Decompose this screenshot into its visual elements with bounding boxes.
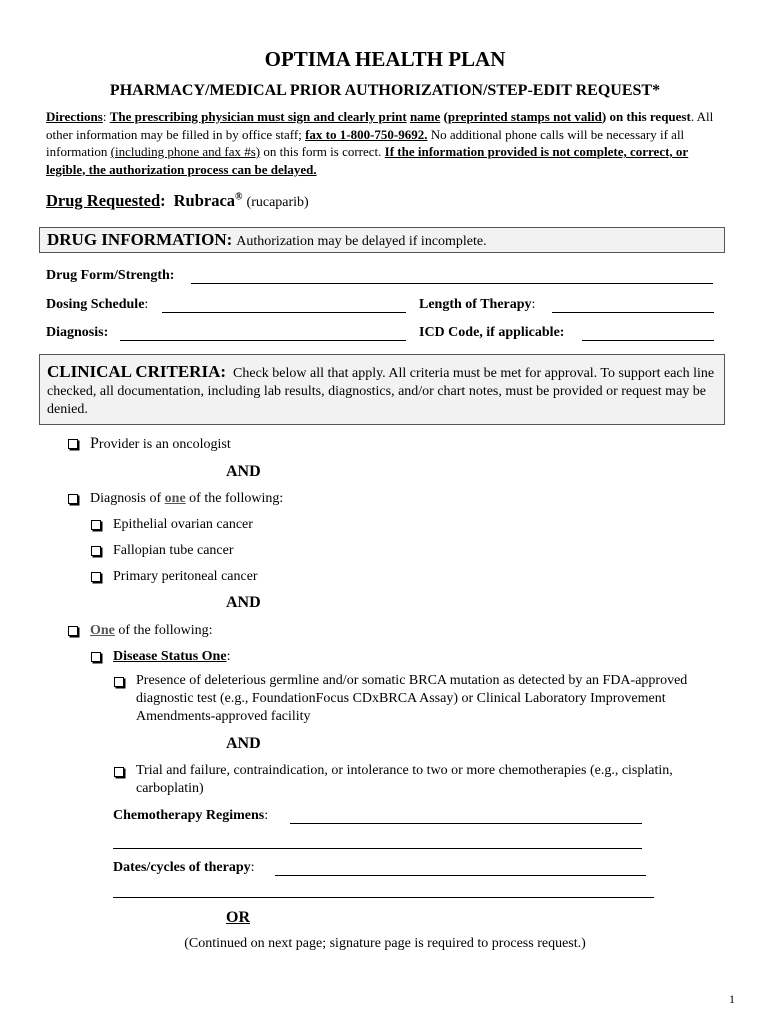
drug-information-section-header [39, 227, 725, 253]
epithelial-ovarian-checkbox[interactable] [91, 520, 101, 530]
form-title: OPTIMA HEALTH PLAN [264, 47, 506, 71]
one-of-following-checkbox[interactable] [68, 626, 78, 636]
diagnosis-checkbox[interactable] [68, 494, 78, 504]
clinical-criteria-text: Check below all that apply. All criteria must be met for approval. To support each line checked, all documentation, including lab results, diagnostics, and/or chart notes, must be provided or request may be denied. [47, 366, 715, 417]
provider-oncologist-checkbox[interactable] [68, 439, 78, 449]
directions-label: Directions [46, 109, 103, 124]
dx-option-fallopian-tube: Fallopian tube cancer [113, 543, 234, 558]
length-of-therapy-label: Length of Therapy: [419, 297, 536, 312]
dosing-schedule-label: Dosing Schedule: [46, 297, 149, 312]
form-strength-label: Drug Form/Strength: [46, 268, 175, 283]
chemo-failure-checkbox[interactable] [114, 767, 124, 777]
length-of-therapy-field[interactable] [552, 312, 714, 313]
brca-mutation-text: Presence of deleterious germline and/or somatic BRCA mutation as detected by an FDA-approved diagnostic test (e.g., FoundationFocus CDxBRCA Assay) or Clinical Laboratory Improvement Amendments-approved facility [136, 673, 688, 724]
disease-status-one-label: Disease Status One: [113, 649, 231, 664]
dates-cycles-field-line-2[interactable] [113, 897, 654, 898]
dosing-schedule-field[interactable] [162, 312, 406, 313]
diagnosis-criterion-text: Diagnosis of one of the following: [90, 491, 284, 506]
or-connector: OR [226, 909, 250, 926]
fallopian-tube-checkbox[interactable] [91, 546, 101, 556]
icd-code-field[interactable] [582, 340, 714, 341]
dx-option-epithelial-ovarian: Epithelial ovarian cancer [113, 517, 253, 532]
dx-option-primary-peritoneal: Primary peritoneal cancer [113, 569, 258, 584]
chemo-regimens-field[interactable] [290, 823, 642, 824]
drug-requested-label: Drug Requested [46, 191, 161, 210]
diagnosis-field[interactable] [120, 340, 406, 341]
drug-requested: Drug Requested: Rubraca® (rucaparib) [46, 191, 309, 210]
directions-paragraph: Directions: The prescribing physician must sign and clearly print name (preprinted stamps not valid) on this request. All other information may be filled in by office staff; fax to 1-800-750-9692. No additional phone calls will be necessary if all information (including phone and fax #s) on this form is correct. If the information provided is not complete, correct, or legible, the authorization process can be delayed. [46, 109, 714, 177]
drug-information-heading: DRUG INFORMATION: [47, 230, 233, 249]
chemo-regimens-field-line-2[interactable] [113, 848, 642, 849]
disease-status-one-checkbox[interactable] [91, 652, 101, 662]
form-subtitle: PHARMACY/MEDICAL PRIOR AUTHORIZATION/STEP-EDIT REQUEST* [109, 82, 661, 99]
clinical-criteria-section-header [39, 354, 725, 425]
provider-oncologist-text: Provider is an oncologist [90, 435, 231, 452]
one-of-following-text: One of the following: [90, 623, 213, 638]
and-connector-1: AND [226, 463, 261, 480]
fax-number: fax to 1-800-750-9692. [305, 126, 428, 142]
chemo-failure-text: Trial and failure, contraindication, or intolerance to two or more chemotherapies (e.g., cisplatin, carboplatin) [136, 763, 673, 796]
drug-information-note: Authorization may be delayed if incomplete. [236, 234, 487, 249]
primary-peritoneal-checkbox[interactable] [91, 572, 101, 582]
page-number: 1 [729, 992, 735, 1006]
icd-code-label: ICD Code, if applicable: [419, 325, 565, 340]
drug-brand: Rubraca [173, 191, 236, 210]
clinical-criteria-heading: CLINICAL CRITERIA: [47, 362, 227, 381]
diagnosis-label: Diagnosis: [46, 325, 109, 340]
drug-generic: (rucaparib) [246, 195, 309, 210]
dates-cycles-field[interactable] [275, 875, 646, 876]
and-connector-2: AND [226, 594, 261, 611]
form-strength-field[interactable] [191, 283, 713, 284]
dates-cycles-label: Dates/cycles of therapy: [113, 860, 255, 875]
brca-mutation-checkbox[interactable] [114, 677, 124, 687]
continued-note: (Continued on next page; signature page is required to process request.) [184, 936, 586, 951]
chemo-regimens-label: Chemotherapy Regimens: [113, 808, 269, 823]
and-connector-3: AND [226, 735, 261, 752]
